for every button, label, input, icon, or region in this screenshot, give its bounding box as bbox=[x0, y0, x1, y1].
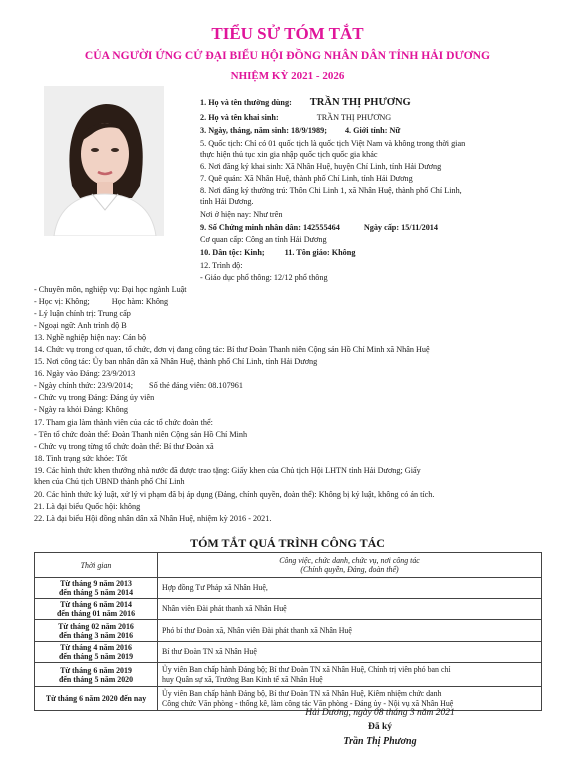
text-line: thực hiện thủ tục xin gia nhập quốc tịch quốc gia khác bbox=[200, 150, 378, 159]
table-row bbox=[35, 599, 542, 620]
text-line: Nơi ở hiện nay: Như trên bbox=[200, 210, 283, 219]
description-cell bbox=[158, 642, 542, 663]
text-line: Học hàm: Không bbox=[111, 297, 169, 306]
cell-line: Phó bí thư Đoàn xã, Nhân viên Đài phát thanh xã Nhân Huệ bbox=[162, 625, 352, 635]
text-line: - Chức vụ trong Đảng: Đảng ủy viên bbox=[34, 393, 155, 402]
description-cell bbox=[158, 663, 542, 687]
cell-line: huy Quân sự xã, Trưởng Ban Kinh tế xã Nhân Huệ bbox=[162, 674, 323, 684]
text-line: 12. Trình độ: bbox=[200, 261, 243, 270]
time-cell bbox=[35, 663, 158, 687]
description-cell bbox=[158, 620, 542, 642]
text-line: 13. Nghề nghiệp hiện nay: Cán bộ bbox=[34, 333, 147, 342]
field-birthdate bbox=[200, 126, 400, 136]
text-line: 7. Quê quán: Xã Nhân Huệ, thành phố Chí Linh, tỉnh Hải Dương bbox=[200, 174, 413, 183]
signature-date: Hải Dương, ngày 08 tháng 3 năm 2021 bbox=[305, 708, 455, 718]
text-line: 3. Ngày, tháng, năm sinh: 18/9/1989; bbox=[200, 126, 327, 135]
portrait-photo bbox=[44, 86, 164, 236]
cell-line: Bí thư Đoàn TN xã Nhân Huệ bbox=[162, 647, 257, 656]
cell-line: Ủy viên Ban chấp hành Đảng bộ, Bí thư Đoàn TN xã Nhân Huệ, Kiêm nhiệm chức danh bbox=[162, 688, 442, 698]
term-label: NHIỆM KỲ 2021 - 2026 bbox=[230, 70, 345, 82]
document-subtitle: CỦA NGƯỜI ỨNG CỬ ĐẠI BIỂU HỘI ĐỒNG NHÂN DÂN TỈNH HẢI DƯƠNG bbox=[84, 49, 491, 62]
text-line: 22. Là đại biểu Hội đồng nhân dân xã Nhân Huệ, nhiệm kỳ 2016 - 2021. bbox=[34, 514, 272, 523]
text-line: khen của Chủ tịch UBND thành phố Chí Linh bbox=[34, 477, 185, 486]
field-common-name bbox=[200, 98, 411, 108]
text-line: - Ngày ra khỏi Đảng: Không bbox=[34, 405, 128, 414]
table-row bbox=[35, 620, 542, 642]
cell-line: Hợp đồng Tư Pháp xã Nhân Huệ, bbox=[162, 583, 268, 592]
cell-line: đến tháng 3 năm 2016 bbox=[58, 630, 134, 640]
text-line: 11. Tôn giáo: Không bbox=[284, 248, 356, 257]
text-line: 10. Dân tộc: Kinh; bbox=[200, 248, 265, 257]
description-cell bbox=[158, 578, 542, 599]
time-cell bbox=[35, 620, 158, 642]
field-birth-name bbox=[200, 113, 391, 123]
text-line: 21. Là đại biểu Quốc hội: không bbox=[34, 502, 141, 511]
text-line: 6. Nơi đăng ký khai sinh: Xã Nhân Huệ, huyện Chí Linh, tỉnh Hải Dương bbox=[200, 162, 442, 171]
text-line bbox=[200, 223, 438, 233]
text-line: Số thẻ đảng viên: 08.107961 bbox=[149, 381, 243, 390]
text-line: 9. Số Chứng minh nhân dân: 142555464 bbox=[200, 223, 340, 232]
text-line: 16. Ngày vào Đảng: 23/9/2013 bbox=[34, 369, 136, 378]
text-line bbox=[34, 381, 243, 391]
cell-line: Công chức Văn phòng - thống kê, làm công tác Văn phòng - Đảng ủy - Nội vụ xã Nhân Huệ bbox=[162, 698, 454, 708]
text-line bbox=[34, 297, 168, 307]
cell-line: đến tháng 5 năm 2020 bbox=[58, 674, 134, 684]
field-value: TRẦN THỊ PHƯƠNG bbox=[316, 113, 392, 122]
text-line bbox=[200, 248, 355, 258]
cell-line: Từ tháng 02 năm 2016 bbox=[58, 621, 134, 631]
text-line: tỉnh Hải Dương. bbox=[200, 197, 254, 206]
text-line: 8. Nơi đăng ký thường trú: Thôn Chi Linh 1, xã Nhân Huệ, thành phố Chí Linh, bbox=[200, 186, 462, 195]
header-line: Công việc, chức danh, chức vụ, nơi công tác bbox=[279, 556, 420, 565]
cell-line: Từ tháng 9 năm 2013 bbox=[60, 579, 132, 588]
signature-label: Đã ký bbox=[367, 722, 393, 732]
cell-line: Từ tháng 4 năm 2016 bbox=[60, 643, 132, 652]
text-line: - Chức vụ trong từng tổ chức đoàn thể: Bí thư Đoàn xã bbox=[34, 442, 214, 451]
time-cell bbox=[35, 578, 158, 599]
table-row bbox=[35, 578, 542, 599]
text-line: - Tên tổ chức đoàn thể: Đoàn Thanh niên Cộng sản Hồ Chí Minh bbox=[34, 430, 248, 439]
column-header-description bbox=[158, 553, 542, 578]
text-line: - Chuyên môn, nghiệp vụ: Đại học ngành Luật bbox=[34, 285, 187, 294]
text-line: 14. Chức vụ trong cơ quan, tổ chức, đơn vị đang công tác: Bí thư Đoàn Thanh niên Cộng sản Hồ Chí Minh xã Nhân Huệ bbox=[34, 345, 430, 354]
field-value: TRẦN THỊ PHƯƠNG bbox=[309, 97, 411, 108]
text-line: - Ngày chính thức: 23/9/2014; bbox=[34, 381, 134, 390]
text-line: - Ngoại ngữ: Anh trình độ B bbox=[34, 321, 127, 330]
text-line: - Lý luận chính trị: Trung cấp bbox=[34, 309, 131, 318]
text-line: 5. Quốc tịch: Chỉ có 01 quốc tịch là quốc tịch Việt Nam và không trong thời gian bbox=[200, 139, 466, 148]
work-history-table bbox=[34, 552, 542, 711]
header-line: (Chính quyền, Đảng, đoàn thể) bbox=[300, 565, 399, 574]
document-title: TIỂU SỬ TÓM TẮT bbox=[211, 24, 364, 43]
text-line: 18. Tình trạng sức khỏe: Tốt bbox=[34, 454, 128, 463]
cell-line: đến tháng 01 năm 2016 bbox=[56, 609, 136, 618]
cell-line: Từ tháng 6 năm 2014 bbox=[60, 600, 132, 609]
signature-name: Trần Thị Phương bbox=[343, 736, 417, 747]
text-line: - Học vị: Không; bbox=[34, 297, 90, 306]
cell-line: Ủy viên Ban chấp hành Đảng bộ; Bí thư Đoàn TN xã Nhân Huệ, Chỉnh trị viên phó ban chỉ bbox=[162, 664, 451, 674]
text-line: 4. Giới tính: Nữ bbox=[344, 126, 401, 135]
table-header-row bbox=[35, 553, 542, 578]
description-cell bbox=[158, 687, 542, 711]
time-cell bbox=[35, 642, 158, 663]
text-line: 20. Các hình thức kỷ luật, xử lý vi phạm đã bị áp dụng (Đảng, chính quyền, đoàn thể): Không bị kỷ luật, không có án tích. bbox=[34, 490, 435, 499]
field-label: 1. Họ và tên thường dùng: bbox=[200, 98, 292, 107]
table-row bbox=[35, 663, 542, 687]
field-label: 2. Họ và tên khai sinh: bbox=[200, 113, 279, 122]
text-line: Ngày cấp: 15/11/2014 bbox=[363, 223, 438, 232]
work-history-title: TÓM TẮT QUÁ TRÌNH CÔNG TÁC bbox=[190, 536, 385, 550]
text-line: 15. Nơi công tác: Ủy ban nhân dân xã Nhân Huệ, thành phố Chí Linh, tỉnh Hải Dương bbox=[34, 357, 318, 366]
table-row bbox=[35, 642, 542, 663]
text-line: 19. Các hình thức khen thưởng nhà nước đã được trao tặng: Giấy khen của Chủ tịch Hội LHTN tỉnh Hải Dương; Giấy bbox=[34, 466, 421, 475]
text-line: - Giáo dục phổ thông: 12/12 phổ thông bbox=[200, 273, 328, 282]
time-cell bbox=[35, 687, 158, 711]
description-cell bbox=[158, 599, 542, 620]
cell-line: Nhân viên Đài phát thanh xã Nhân Huệ bbox=[162, 604, 287, 613]
text-line: 17. Tham gia làm thành viên của các tổ chức đoàn thể: bbox=[34, 418, 213, 427]
time-cell bbox=[35, 599, 158, 620]
text-line: Cơ quan cấp: Công an tỉnh Hải Dương bbox=[200, 235, 327, 244]
cell-line: đến tháng 5 năm 2019 bbox=[58, 652, 134, 661]
column-header-time: Thời gian bbox=[35, 553, 158, 578]
cell-line: đến tháng 5 năm 2014 bbox=[58, 588, 134, 597]
cell-line: Từ tháng 6 năm 2019 bbox=[60, 665, 132, 675]
table-row bbox=[35, 687, 542, 711]
cell-line: Từ tháng 6 năm 2020 đến nay bbox=[45, 694, 147, 703]
